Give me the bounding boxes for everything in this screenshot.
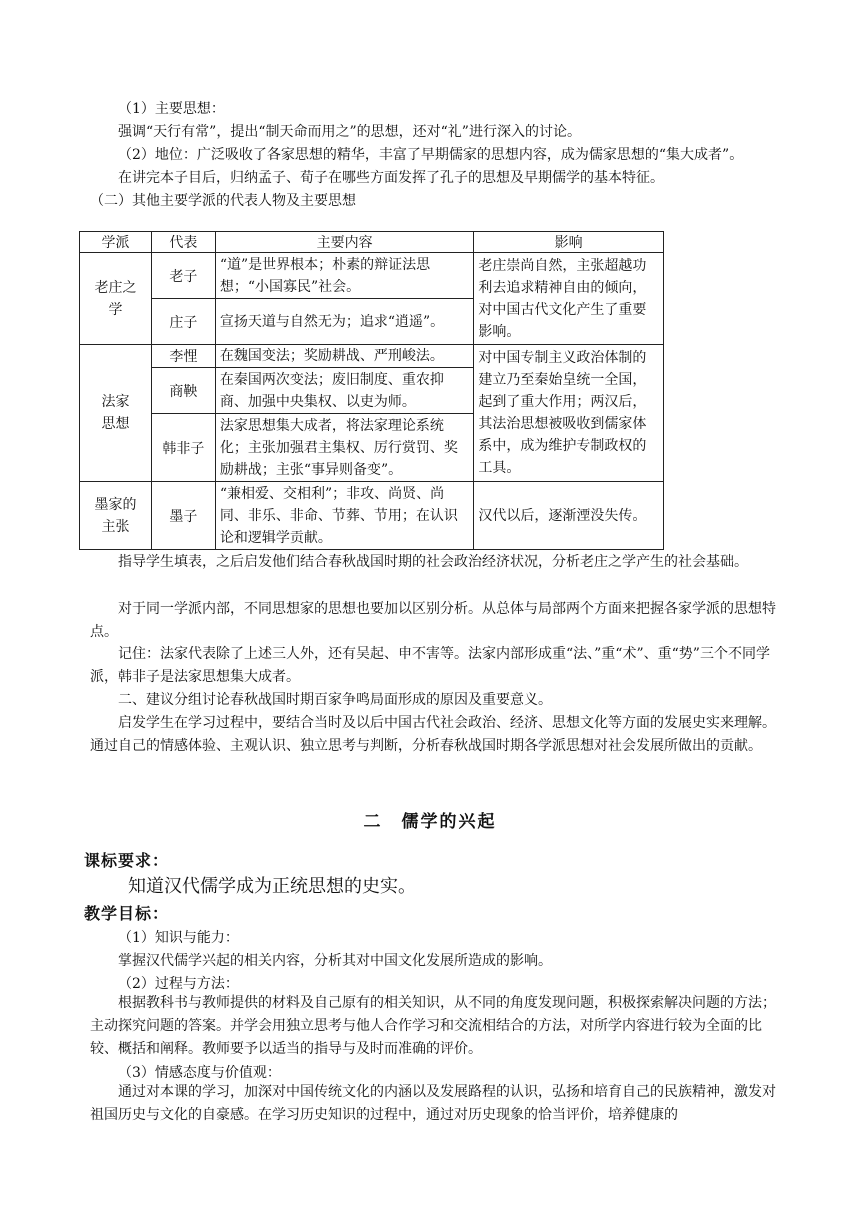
rep-zhuangzi: 庄子 bbox=[151, 299, 215, 345]
rep-hanfeizi: 韩非子 bbox=[151, 414, 215, 482]
table-header-row bbox=[80, 232, 664, 253]
paragraph-inspire: 启发学生在学习过程中，要结合当时及以后中国古代社会政治、经济、思想文化等方面的发展史实来理解。通过自己的情感体验、主观认识、独立思考与判断，分析春秋战国时期各学派思想对社会发展所做出的贡献。 bbox=[90, 715, 776, 754]
knowledge-ability-text: 掌握汉代儒学兴起的相关内容，分析其对中国文化发展所造成的影响。 bbox=[118, 953, 552, 969]
process-method-subheading: （2）过程与方法： bbox=[118, 976, 239, 992]
kebiao-text: 知道汉代儒学成为正统思想的史实。 bbox=[128, 876, 416, 897]
rep-mozi: 墨子 bbox=[151, 482, 215, 550]
paragraph-fill-table: 指导学生填表，之后启发他们结合春秋战国时期的社会政治经济状况，分析老庄之学产生的社会基础。 bbox=[118, 554, 748, 570]
content-hanfeizi: 法家思想集大成者，将法家理论系统化；主张加强君主集权、厉行赏罚、奖励耕战；主张“事异则备变”。 bbox=[215, 414, 474, 482]
xunzi-thought-text: 强调“天行有常”，提出“制天命而用之”的思想，还对“礼”进行深入的讨论。 bbox=[118, 124, 581, 140]
paragraph-distinguish: 对于同一学派内部，不同思想家的思想也要加以区别分析。从总体与局部两个方面来把握各家学派的思想特点。 bbox=[90, 601, 776, 640]
xunzi-status-text: （2）地位：广泛吸收了各家思想的精华，丰富了早期儒家的思想内容，成为儒家思想的“集大成者”。 bbox=[118, 147, 744, 163]
content-mozi: “兼相爱、交相利”；非攻、尚贤、尚同、非乐、非命、节葬、节用；在认识论和逻辑学贡献。 bbox=[215, 482, 474, 550]
kebiao-heading: 课标要求： bbox=[84, 851, 170, 870]
content-laozi: “道”是世界根本；朴素的辩证法思想；“小国寡民”社会。 bbox=[215, 253, 474, 299]
table-row bbox=[80, 482, 664, 550]
rep-shangyang: 商鞅 bbox=[151, 368, 215, 414]
thought-subheading: （1）主要思想： bbox=[118, 101, 225, 117]
other-schools-heading: （二）其他主要学派的代表人物及主要思想 bbox=[90, 193, 356, 209]
section-title: 二 儒学的兴起 bbox=[363, 812, 497, 832]
summary-instruction: 在讲完本子目后，归纳孟子、荀子在哪些方面发挥了孔子的思想及早期儒学的基本特征。 bbox=[118, 170, 664, 186]
rep-laozi: 老子 bbox=[151, 253, 215, 299]
attitude-text: 通过对本课的学习，加深对中国传统文化的内涵以及发展路程的认识，弘扬和培育自己的民族精神，激发对祖国历史与文化的自豪感。在学习历史知识的过程中，通过对历史现象的恰当评价，培养健康的 bbox=[90, 1084, 776, 1123]
table-row bbox=[80, 253, 664, 299]
mubiao-heading: 教学目标： bbox=[84, 904, 170, 923]
header-representative: 代表 bbox=[151, 232, 215, 253]
process-method-text: 根据教科书与教师提供的材料及自己原有的相关知识，从不同的角度发现问题，积极探索解决问题的方法；主动探究问题的答案。并学会用独立思考与他人合作学习和交流相结合的方法，对所学内容进行较为全面的比较、概括和阐释。教师要予以适当的指导与及时而准确的评价。 bbox=[90, 995, 776, 1057]
school-mojia: 墨家的主张 bbox=[80, 482, 152, 550]
content-shangyang: 在秦国两次变法；废旧制度、重农抑商、加强中央集权、以吏为师。 bbox=[215, 368, 474, 414]
influence-mojia: 汉代以后，逐渐湮没失传。 bbox=[474, 482, 664, 550]
header-content: 主要内容 bbox=[215, 232, 474, 253]
school-fajia: 法家思想 bbox=[80, 345, 152, 482]
paragraph-remember: 记住：法家代表除了上述三人外，还有吴起、申不害等。法家内部形成重“法、”重“术”、重“势”三个不同学派，韩非子是法家思想集大成者。 bbox=[90, 646, 770, 685]
header-school: 学派 bbox=[80, 232, 152, 253]
rep-likui: 李悝 bbox=[151, 345, 215, 368]
paragraph-discussion: 二、建议分组讨论春秋战国时期百家争鸣局面形成的原因及重要意义。 bbox=[118, 692, 552, 708]
influence-fajia: 对中国专制主义政治体制的建立乃至秦始皇统一全国，起到了重大作用；两汉后，其法治思想被吸收到儒家体系中，成为维护专制政权的工具。 bbox=[474, 345, 664, 482]
schools-table bbox=[79, 231, 664, 550]
content-likui: 在魏国变法；奖励耕战、严刑峻法。 bbox=[215, 345, 474, 368]
content-zhuangzi: 宣扬天道与自然无为；追求“逍遥”。 bbox=[215, 299, 474, 345]
table-row bbox=[80, 345, 664, 368]
header-influence: 影响 bbox=[474, 232, 664, 253]
knowledge-ability-subheading: （1）知识与能力： bbox=[118, 930, 239, 946]
school-laozhuang: 老庄之学 bbox=[80, 253, 152, 345]
attitude-subheading: （3）情感态度与价值观： bbox=[118, 1065, 281, 1081]
influence-laozhuang: 老庄崇尚自然，主张超越功利去追求精神自由的倾向，对中国古代文化产生了重要影响。 bbox=[474, 253, 664, 345]
